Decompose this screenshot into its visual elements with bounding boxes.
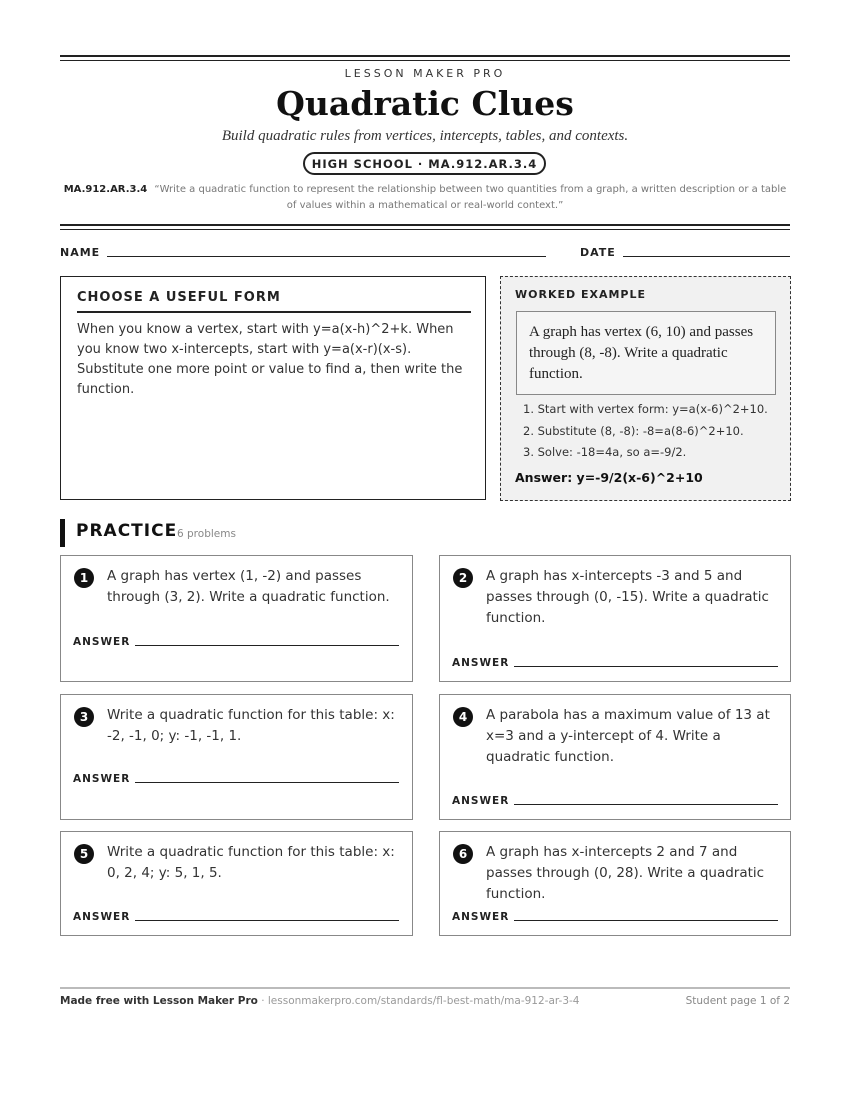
problem-number-badge: 3	[74, 707, 94, 727]
problem-text: A parabola has a maximum value of 13 at x=3 and a y-intercept of 4. Write a quadratic function.	[486, 707, 770, 765]
worked-example-step: 1. Start with vertex form: y=a(x-6)^2+10.	[523, 402, 768, 416]
worked-example-step: 3. Solve: -18=4a, so a=-9/2.	[523, 445, 687, 459]
answer-line[interactable]	[135, 782, 399, 783]
problem-number-badge: 2	[453, 568, 473, 588]
problem-text: A graph has vertex (1, -2) and passes through (3, 2). Write a quadratic function.	[107, 568, 390, 605]
answer-label: ANSWER	[73, 911, 131, 923]
standard-description	[60, 182, 790, 214]
answer-line[interactable]	[135, 920, 399, 921]
form-tip-heading: CHOOSE A USEFUL FORM	[77, 290, 471, 313]
problem-card-3	[60, 694, 413, 820]
problem-card-5	[60, 831, 413, 936]
standard-code: MA.912.AR.3.4	[63, 184, 148, 195]
footer-made-with: Made free with Lesson Maker Pro	[60, 995, 258, 1007]
standard-text: “Write a quadratic function to represent the relationship between two quantities from a graph, a written description or a table of values within a mathematical or real-world context.”	[154, 184, 787, 211]
practice-accent-bar	[60, 519, 65, 547]
problem-card-4	[439, 694, 791, 820]
worked-example-step: 2. Substitute (8, -8): -8=a(8-6)^2+10.	[523, 423, 744, 438]
problem-number-badge: 5	[74, 844, 94, 864]
worked-example-answer: Answer: y=-9/2(x-6)^2+10	[515, 470, 703, 485]
grade-standard-pill: HIGH SCHOOL · MA.912.AR.3.4	[303, 152, 546, 175]
problem-text: A graph has x-intercepts 2 and 7 and passes through (0, 28). Write a quadratic function.	[486, 844, 765, 902]
practice-title: PRACTICE	[76, 521, 178, 541]
name-field[interactable]	[107, 256, 546, 257]
answer-line[interactable]	[514, 920, 778, 921]
top-rule-thin	[60, 60, 790, 61]
answer-line[interactable]	[514, 804, 778, 805]
problem-number-badge: 1	[74, 568, 94, 588]
header-bottom-rule-thin	[60, 229, 790, 230]
problem-card-1	[60, 555, 413, 682]
problem-number-badge: 4	[453, 707, 473, 727]
date-label: DATE	[580, 246, 616, 259]
brand-name: LESSON MAKER PRO	[344, 67, 506, 80]
answer-line[interactable]	[135, 645, 399, 646]
problem-text: Write a quadratic function for this table: x: 0, 2, 4; y: 5, 1, 5.	[107, 844, 395, 881]
worked-example-problem: A graph has vertex (6, 10) and passes through (8, -8). Write a quadratic function.	[516, 311, 776, 395]
name-label: NAME	[60, 246, 101, 259]
problem-text: Write a quadratic function for this table: x: -2, -1, 0; y: -1, -1, 1.	[107, 707, 395, 744]
worked-example-heading: WORKED EXAMPLE	[515, 288, 646, 301]
problem-text: A graph has x-intercepts -3 and 5 and passes through (0, -15). Write a quadratic function.	[486, 568, 769, 626]
problem-number-badge: 6	[453, 844, 473, 864]
worked-example-box	[500, 276, 791, 501]
top-rule	[60, 55, 790, 57]
answer-label: ANSWER	[452, 657, 510, 669]
problem-card-2	[439, 555, 791, 682]
practice-count: 6 problems	[177, 528, 236, 540]
worked-example-steps	[523, 399, 783, 464]
page-title: Quadratic Clues	[276, 84, 574, 123]
answer-label: ANSWER	[73, 636, 131, 648]
header-bottom-rule	[60, 224, 790, 226]
form-tip-body: When you know a vertex, start with y=a(x-h)^2+k. When you know two x-intercepts, start with y=a(x-r)(x-s). Substitute one more point or value to find a, then write the function.	[77, 322, 463, 397]
footer-credit	[60, 995, 579, 1007]
answer-line[interactable]	[514, 666, 778, 667]
problem-card-6	[439, 831, 791, 936]
form-tip-box	[60, 276, 486, 500]
answer-label: ANSWER	[452, 795, 510, 807]
footer-page-number: Student page 1 of 2	[685, 995, 790, 1007]
date-field[interactable]	[623, 256, 790, 257]
answer-label: ANSWER	[452, 911, 510, 923]
footer-rule	[60, 987, 790, 989]
page-subtitle: Build quadratic rules from vertices, intercepts, tables, and contexts.	[221, 128, 629, 144]
footer-url[interactable]: · lessonmakerpro.com/standards/fl-best-math/ma-912-ar-3-4	[257, 995, 580, 1007]
answer-label: ANSWER	[73, 773, 131, 785]
